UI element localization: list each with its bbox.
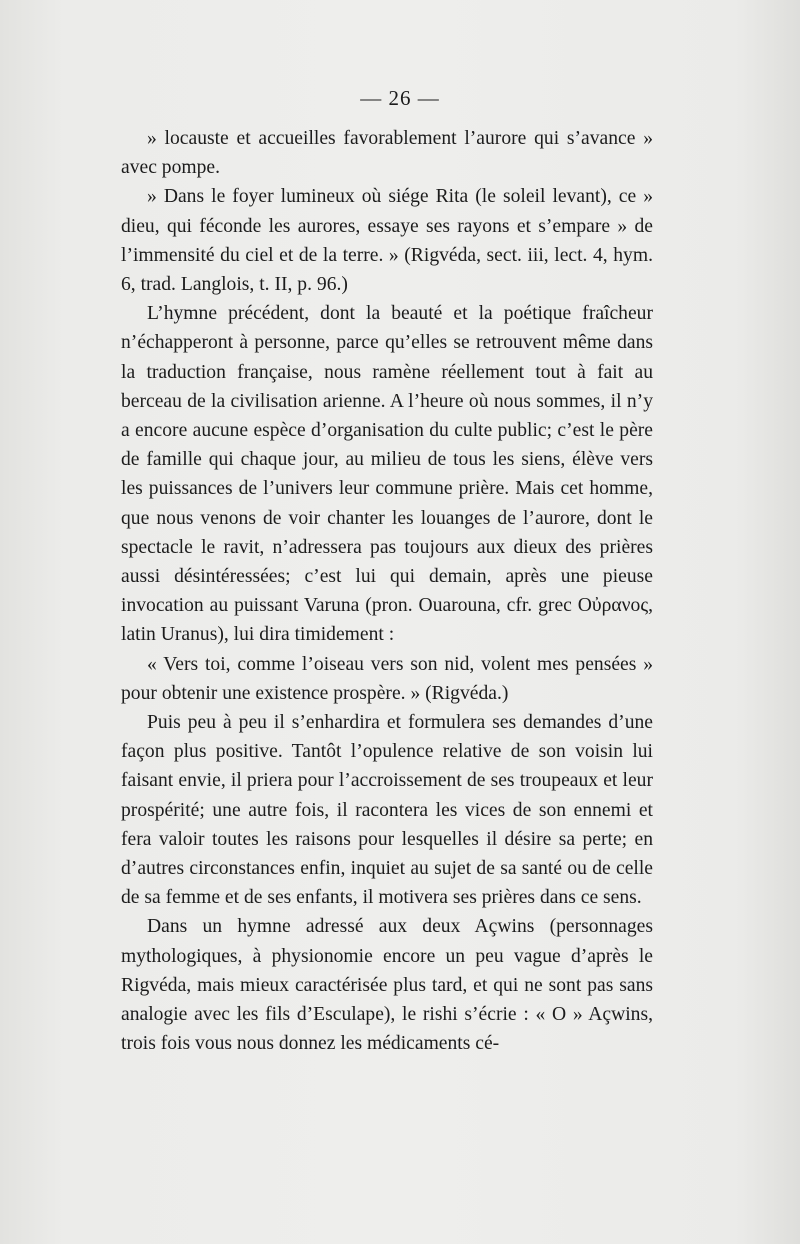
paragraph-5: Puis peu à peu il s’enhardira et formulera ses demandes d’une façon plus positive. Tantôt l’opulence relative de son voisin lui faisant envie, il priera pour l’accroissement de ses troupeaux et leur prospérité; une autre fois, il racontera les vices de son ennemi et fera valoir toutes les raisons pour lesquelles il désire sa perte; en d’autres circonstances enfin, inquiet au sujet de sa santé ou de celle de sa femme et de ses enfants, il motivera ses prières dans ce sens.	[121, 712, 653, 909]
body-text	[121, 124, 653, 1059]
page-number: — 26 —	[360, 86, 440, 110]
paragraph-3: L’hymne précédent, dont la beauté et la poétique fraîcheur n’échapperont à personne, parce qu’elles se retrouvent même dans la traduction française, nous ramène réellement tout à fait au berceau de la civilisation arienne. A l’heure où nous sommes, il n’y a encore aucune espèce d’organisation du culte public; c’est le père de famille qui chaque jour, au milieu de tous les siens, élève vers les puissances de l’univers leur commune prière. Mais cet homme, que nous venons de voir chanter les louanges de l’aurore, dont le spectacle le ravit, n’adressera pas toujours aux dieux des prières aussi désintéressées; c’est lui qui demain, après une pieuse invocation au puissant Varuna (pron. Ouarouna, cfr. grec Οὐρανος, latin Uranus), lui dira timidement :	[121, 303, 653, 646]
paragraph-1: » locauste et accueilles favorablement l’aurore qui s’avance » avec pompe.	[121, 128, 653, 179]
paragraph-2: » Dans le foyer lumineux où siége Rita (le soleil levant), ce » dieu, qui féconde les aurores, essaye ses rayons et s’empare » de l’immensité du ciel et de la terre. » (Rigvéda, sect. iii, lect. 4, hym. 6, trad. Langlois, t. II, p. 96.)	[121, 186, 653, 296]
paragraph-4: « Vers toi, comme l’oiseau vers son nid, volent mes pensées » pour obtenir une existence prospère. » (Rigvéda.)	[121, 653, 653, 704]
paragraph-6: Dans un hymne adressé aux deux Açwins (personnages mythologiques, à physionomie encore un peu vague d’après le Rigvéda, mais mieux caractérisée plus tard, et qui ne sont pas sans analogie avec les fils d’Esculape), le rishi s’écrie : « O » Açwins, trois fois vous nous donnez les médicaments cé-	[121, 916, 653, 1055]
